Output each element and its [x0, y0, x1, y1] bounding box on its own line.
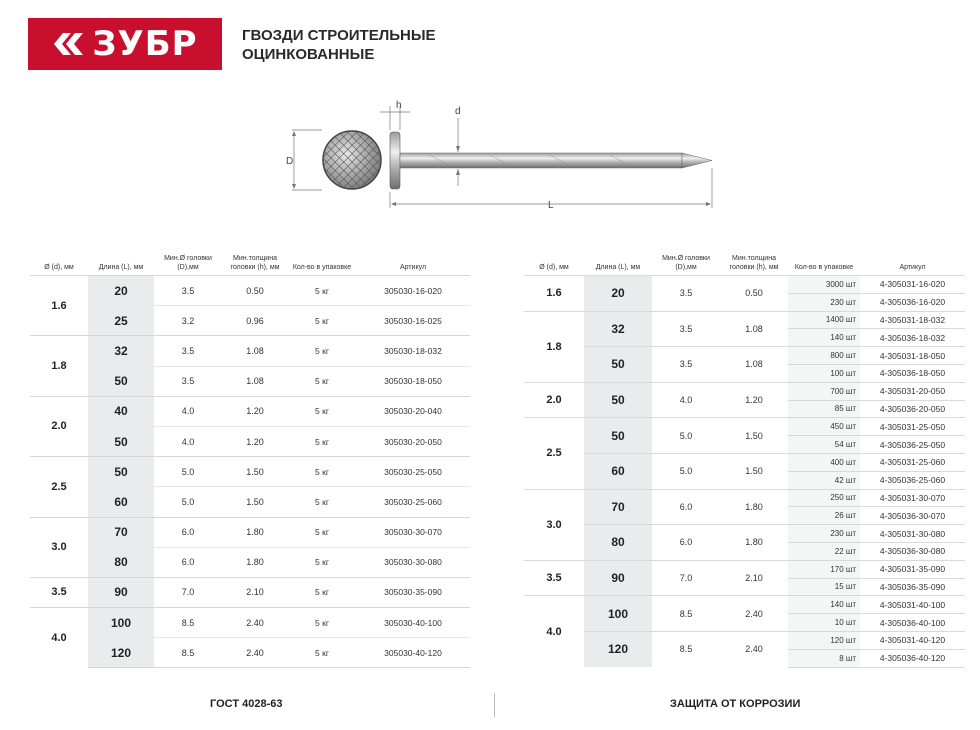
length-cell: 50 — [88, 366, 154, 396]
footer-divider — [494, 693, 495, 717]
length-cell: 20 — [584, 276, 652, 312]
article-cell: 305030-16-025 — [356, 306, 470, 336]
head-diameter-cell: 4.0 — [652, 382, 720, 418]
table-row — [524, 560, 965, 578]
length-cell: 80 — [88, 547, 154, 577]
diameter-cell: 3.0 — [30, 517, 88, 577]
head-thickness-cell: 1.08 — [720, 347, 788, 383]
length-cell: 50 — [584, 347, 652, 383]
head-thickness-cell: 2.40 — [222, 638, 288, 668]
diameter-cell: 4.0 — [524, 596, 584, 667]
head-diameter-cell: 5.0 — [652, 418, 720, 454]
length-cell: 50 — [88, 457, 154, 487]
head-diameter-cell: 5.0 — [154, 457, 222, 487]
length-cell: 120 — [584, 631, 652, 667]
quantity-cell: 5 кг — [288, 487, 356, 517]
quantity-cell: 5 кг — [288, 426, 356, 456]
head-thickness-cell: 0.50 — [720, 276, 788, 312]
table-row — [524, 347, 965, 365]
quantity-cell: 100 шт — [788, 364, 860, 382]
col-header-qty: Кол-во в упаковке — [292, 264, 352, 271]
article-cell: 305030-16-020 — [356, 276, 470, 306]
diameter-cell: 2.0 — [524, 382, 584, 418]
head-diameter-cell: 3.5 — [154, 366, 222, 396]
table-row — [524, 631, 965, 649]
article-cell: 305030-40-100 — [356, 608, 470, 638]
length-cell: 20 — [88, 276, 154, 306]
table-row — [30, 336, 470, 366]
brand-emblem-icon — [52, 29, 86, 59]
title-line-1: ГВОЗДИ СТРОИТЕЛЬНЫЕ — [242, 27, 436, 44]
table-row — [524, 418, 965, 436]
head-diameter-cell: 8.5 — [652, 596, 720, 632]
head-diameter-cell: 6.0 — [652, 525, 720, 561]
table-row — [30, 366, 470, 396]
article-cell: 305030-25-050 — [356, 457, 470, 487]
quantity-cell: 230 шт — [788, 525, 860, 543]
quantity-cell: 54 шт — [788, 436, 860, 454]
head-diameter-cell: 4.0 — [154, 426, 222, 456]
length-cell: 32 — [584, 311, 652, 347]
head-diameter-cell: 5.0 — [652, 453, 720, 489]
head-thickness-cell: 1.50 — [222, 487, 288, 517]
quantity-cell: 3000 шт — [788, 276, 860, 294]
col-header-diam: Ø (d), мм — [44, 264, 74, 271]
head-diameter-cell: 8.5 — [652, 631, 720, 667]
head-diameter-cell: 3.2 — [154, 306, 222, 336]
quantity-cell: 450 шт — [788, 418, 860, 436]
head-diameter-cell: 3.5 — [154, 276, 222, 306]
brand-name: ЗУБР — [92, 24, 198, 64]
head-diameter-cell: 3.5 — [154, 336, 222, 366]
quantity-cell: 5 кг — [288, 336, 356, 366]
col-header-qty: Кол-во в упаковке — [794, 264, 854, 271]
diameter-cell: 4.0 — [30, 608, 88, 668]
head-diameter-cell: 6.0 — [154, 517, 222, 547]
article-cell: 305030-18-032 — [356, 336, 470, 366]
quantity-cell: 5 кг — [288, 547, 356, 577]
article-cell: 305030-30-070 — [356, 517, 470, 547]
length-cell: 100 — [88, 608, 154, 638]
col-header-article: Артикул — [899, 264, 926, 271]
quantity-cell: 42 шт — [788, 471, 860, 489]
nail-side — [390, 132, 712, 189]
quantity-cell: 800 шт — [788, 347, 860, 365]
dim-D-label: D — [286, 156, 294, 167]
diameter-cell: 3.5 — [524, 560, 584, 596]
article-cell: 4-305036-40-100 — [860, 614, 965, 632]
article-cell: 4-305036-16-020 — [860, 293, 965, 311]
col-header-length: Длина (L), мм — [595, 264, 641, 271]
head-thickness-cell: 1.20 — [222, 426, 288, 456]
article-cell: 4-305031-18-032 — [860, 311, 965, 329]
col-header-length: Длина (L), мм — [98, 264, 144, 271]
quantity-cell: 8 шт — [788, 649, 860, 667]
table-row — [30, 396, 470, 426]
diameter-cell: 2.0 — [30, 396, 88, 456]
quantity-cell: 5 кг — [288, 457, 356, 487]
head-diameter-cell: 7.0 — [154, 577, 222, 607]
quantity-cell: 26 шт — [788, 507, 860, 525]
diameter-cell: 1.6 — [524, 276, 584, 312]
length-cell: 70 — [584, 489, 652, 525]
dim-h-label: h — [396, 100, 402, 111]
table-row — [30, 517, 470, 547]
head-diameter-cell: 3.5 — [652, 347, 720, 383]
article-cell: 4-305031-35-090 — [860, 560, 965, 578]
table-row — [30, 276, 470, 306]
table-row — [30, 638, 470, 668]
col-header-thickness: Мин.толщина головки (h), мм — [230, 255, 280, 271]
article-cell: 305030-35-090 — [356, 577, 470, 607]
article-cell: 4-305031-40-120 — [860, 631, 965, 649]
article-cell: 305030-30-080 — [356, 547, 470, 577]
length-cell: 40 — [88, 396, 154, 426]
diameter-cell: 1.8 — [30, 336, 88, 396]
head-thickness-cell: 0.50 — [222, 276, 288, 306]
article-cell: 4-305036-30-080 — [860, 542, 965, 560]
diameter-cell: 1.6 — [30, 276, 88, 336]
article-cell: 4-305036-25-060 — [860, 471, 965, 489]
head-thickness-cell: 1.50 — [720, 418, 788, 454]
gost-nails-table — [30, 252, 470, 668]
quantity-cell: 5 кг — [288, 577, 356, 607]
head-thickness-cell: 1.08 — [222, 366, 288, 396]
article-cell: 4-305031-30-070 — [860, 489, 965, 507]
diameter-cell: 3.0 — [524, 489, 584, 560]
head-thickness-cell: 1.08 — [720, 311, 788, 347]
head-thickness-cell: 2.40 — [222, 608, 288, 638]
table-row — [524, 596, 965, 614]
head-diameter-cell: 3.5 — [652, 311, 720, 347]
quantity-cell: 120 шт — [788, 631, 860, 649]
head-diameter-cell: 7.0 — [652, 560, 720, 596]
quantity-cell: 10 шт — [788, 614, 860, 632]
head-diameter-cell: 8.5 — [154, 638, 222, 668]
head-diameter-cell: 8.5 — [154, 608, 222, 638]
footer-standard-label: ГОСТ 4028-63 — [210, 698, 283, 710]
quantity-cell: 5 кг — [288, 608, 356, 638]
article-cell: 305030-40-120 — [356, 638, 470, 668]
article-cell: 4-305031-25-050 — [860, 418, 965, 436]
head-thickness-cell: 1.80 — [720, 489, 788, 525]
diameter-cell: 3.5 — [30, 577, 88, 607]
table-row — [524, 276, 965, 294]
diameter-cell: 1.8 — [524, 311, 584, 382]
dim-L-label: L — [548, 200, 554, 211]
quantity-cell: 85 шт — [788, 400, 860, 418]
col-header-article: Артикул — [399, 264, 427, 271]
article-cell: 4-305031-30-080 — [860, 525, 965, 543]
table-row — [30, 457, 470, 487]
length-cell: 80 — [584, 525, 652, 561]
corrosion-nails-table — [524, 252, 965, 668]
article-cell: 4-305031-40-100 — [860, 596, 965, 614]
quantity-cell: 700 шт — [788, 382, 860, 400]
head-thickness-cell: 2.40 — [720, 596, 788, 632]
article-cell: 4-305031-20-050 — [860, 382, 965, 400]
article-cell: 305030-20-050 — [356, 426, 470, 456]
length-cell: 120 — [88, 638, 154, 668]
article-cell: 4-305036-20-050 — [860, 400, 965, 418]
nail-diagram — [280, 98, 720, 218]
dim-d-label: d — [455, 106, 461, 117]
head-diameter-cell: 3.5 — [652, 276, 720, 312]
table-row — [524, 311, 965, 329]
head-thickness-cell: 2.40 — [720, 631, 788, 667]
footer-corrosion-label: ЗАЩИТА ОТ КОРРОЗИИ — [670, 698, 801, 710]
length-cell: 90 — [584, 560, 652, 596]
nail-head-front — [323, 131, 381, 189]
head-thickness-cell: 1.20 — [720, 382, 788, 418]
article-cell: 4-305031-25-060 — [860, 453, 965, 471]
table-row — [30, 306, 470, 336]
quantity-cell: 5 кг — [288, 517, 356, 547]
quantity-cell: 5 кг — [288, 306, 356, 336]
article-cell: 4-305031-16-020 — [860, 276, 965, 294]
quantity-cell: 1400 шт — [788, 311, 860, 329]
col-header-thickness: Мин.толщина головки (h), мм — [729, 255, 779, 271]
length-cell: 100 — [584, 596, 652, 632]
head-thickness-cell: 2.10 — [720, 560, 788, 596]
quantity-cell: 250 шт — [788, 489, 860, 507]
length-cell: 70 — [88, 517, 154, 547]
quantity-cell: 15 шт — [788, 578, 860, 596]
length-cell: 60 — [584, 453, 652, 489]
length-cell: 50 — [584, 382, 652, 418]
quantity-cell: 140 шт — [788, 596, 860, 614]
article-cell: 4-305036-40-120 — [860, 649, 965, 667]
quantity-cell: 22 шт — [788, 542, 860, 560]
col-header-diam: Ø (d), мм — [539, 264, 569, 271]
article-cell: 4-305036-18-032 — [860, 329, 965, 347]
head-thickness-cell: 1.50 — [720, 453, 788, 489]
head-diameter-cell: 6.0 — [154, 547, 222, 577]
head-diameter-cell: 4.0 — [154, 396, 222, 426]
head-thickness-cell: 1.80 — [222, 517, 288, 547]
table-row — [524, 382, 965, 400]
table-row — [30, 547, 470, 577]
table-row — [30, 608, 470, 638]
length-cell: 90 — [88, 577, 154, 607]
quantity-cell: 400 шт — [788, 453, 860, 471]
quantity-cell: 230 шт — [788, 293, 860, 311]
article-cell: 4-305036-30-070 — [860, 507, 965, 525]
quantity-cell: 5 кг — [288, 638, 356, 668]
head-thickness-cell: 1.80 — [222, 547, 288, 577]
col-header-head: Мин.Ø головки (D),мм — [164, 255, 212, 271]
table-row — [524, 525, 965, 543]
article-cell: 4-305036-25-050 — [860, 436, 965, 454]
table-row — [524, 453, 965, 471]
head-thickness-cell: 1.80 — [720, 525, 788, 561]
length-cell: 32 — [88, 336, 154, 366]
table-row — [30, 426, 470, 456]
head-diameter-cell: 6.0 — [652, 489, 720, 525]
length-cell: 25 — [88, 306, 154, 336]
article-cell: 4-305031-18-050 — [860, 347, 965, 365]
length-cell: 50 — [88, 426, 154, 456]
diameter-cell: 2.5 — [30, 457, 88, 517]
head-thickness-cell: 1.50 — [222, 457, 288, 487]
quantity-cell: 5 кг — [288, 276, 356, 306]
head-thickness-cell: 0.96 — [222, 306, 288, 336]
article-cell: 305030-25-060 — [356, 487, 470, 517]
head-thickness-cell: 1.20 — [222, 396, 288, 426]
quantity-cell: 140 шт — [788, 329, 860, 347]
quantity-cell: 170 шт — [788, 560, 860, 578]
length-cell: 60 — [88, 487, 154, 517]
head-diameter-cell: 5.0 — [154, 487, 222, 517]
quantity-cell: 5 кг — [288, 366, 356, 396]
article-cell: 4-305036-35-090 — [860, 578, 965, 596]
head-thickness-cell: 1.08 — [222, 336, 288, 366]
title-line-2: ОЦИНКОВАННЫЕ — [242, 46, 375, 63]
page-title — [242, 26, 436, 64]
article-cell: 305030-20-040 — [356, 396, 470, 426]
table-row — [524, 489, 965, 507]
table-row — [30, 487, 470, 517]
table-row — [30, 577, 470, 607]
col-header-head: Мин.Ø головки (D),мм — [662, 255, 710, 271]
head-thickness-cell: 2.10 — [222, 577, 288, 607]
article-cell: 305030-18-050 — [356, 366, 470, 396]
quantity-cell: 5 кг — [288, 396, 356, 426]
brand-logo — [28, 18, 222, 70]
article-cell: 4-305036-18-050 — [860, 364, 965, 382]
diameter-cell: 2.5 — [524, 418, 584, 489]
length-cell: 50 — [584, 418, 652, 454]
